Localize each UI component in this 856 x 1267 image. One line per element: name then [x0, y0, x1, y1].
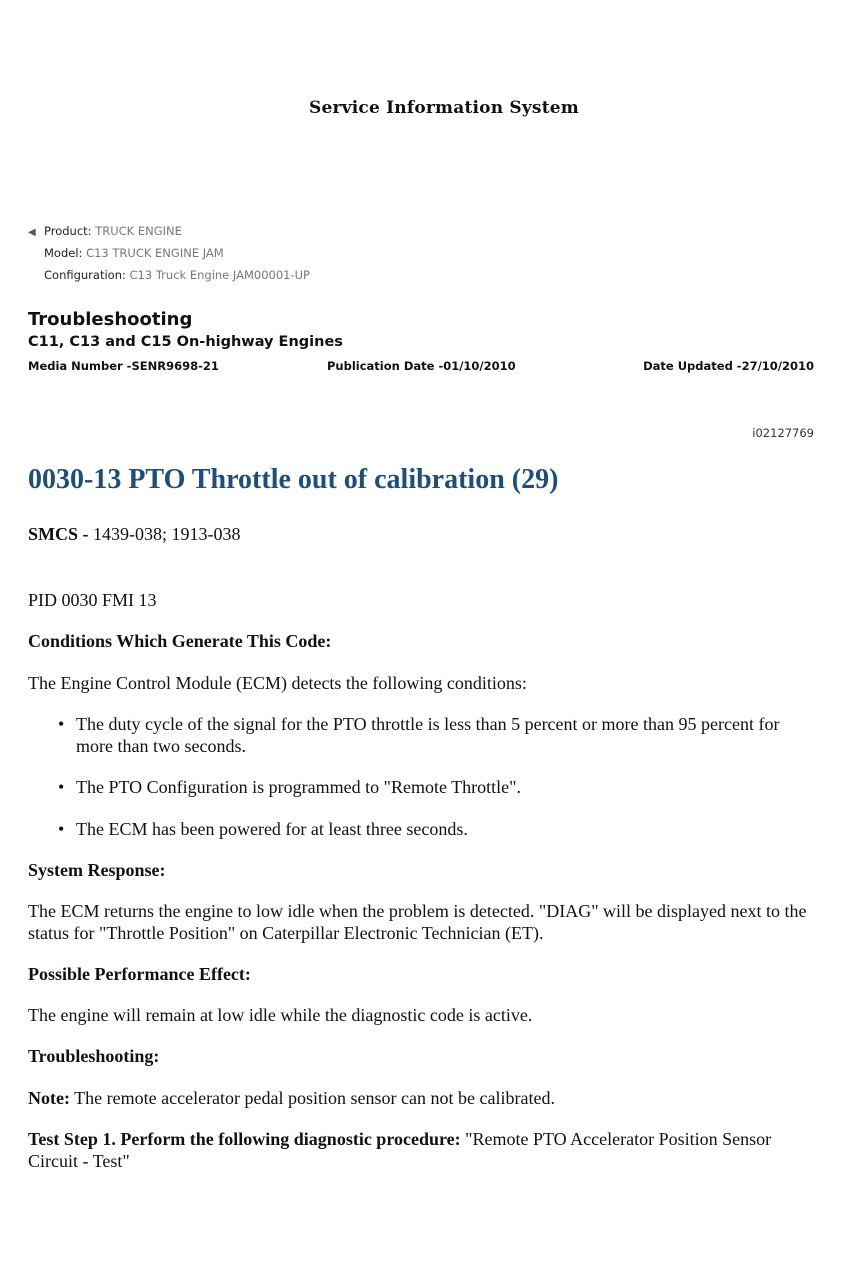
date-updated: Date Updated -27/10/2010 [643, 359, 814, 373]
site-title: Service Information System [309, 98, 579, 118]
model-row [44, 246, 224, 260]
config-label: Configuration: [44, 268, 126, 282]
smcs-label: SMCS - [28, 524, 89, 544]
test-step-1 [28, 1128, 818, 1172]
bullet-icon: • [58, 819, 65, 839]
note-line [28, 1087, 818, 1109]
pid-line: PID 0030 FMI 13 [28, 590, 157, 610]
troubleshooting-heading: Troubleshooting: [28, 1046, 160, 1066]
response-heading: System Response: [28, 860, 166, 880]
back-arrow-icon[interactable]: ◀ [28, 227, 36, 238]
conditions-intro: The Engine Control Module (ECM) detects the following conditions: [28, 673, 527, 693]
config-row [44, 268, 310, 282]
bullet-icon: • [58, 777, 65, 797]
step1-text[interactable]: "Remote PTO Accelerator Position Sensor Circuit - Test" [28, 1129, 772, 1171]
effect-heading: Possible Performance Effect: [28, 964, 251, 984]
effect-text: The engine will remain at low idle while the diagnostic code is active. [28, 1005, 533, 1025]
document-id: i02127769 [752, 426, 814, 440]
product-value: TRUCK ENGINE [95, 224, 182, 238]
product-row[interactable] [28, 224, 182, 238]
document-title: 0030-13 PTO Throttle out of calibration (29) [28, 464, 559, 495]
response-text: The ECM returns the engine to low idle when the problem is detected. "DIAG" will be displayed next to the status for "Throttle Position" on Caterpillar Electronic Technician (ET). [28, 901, 807, 943]
bullet-icon: • [58, 714, 65, 734]
step1-label: Test Step 1. Perform the following diagnostic procedure: [28, 1129, 461, 1149]
conditions-heading: Conditions Which Generate This Code: [28, 631, 332, 651]
note-text: The remote accelerator pedal position sensor can not be calibrated. [69, 1088, 555, 1108]
list-item: • The ECM has been powered for at least three seconds. [58, 819, 468, 839]
model-label: Model: [44, 246, 83, 260]
engines-title: C11, C13 and C15 On-highway Engines [28, 334, 343, 350]
section-title: Troubleshooting [28, 309, 193, 330]
product-label: Product: [44, 224, 92, 238]
smcs-value: 1439-038; 1913-038 [88, 524, 241, 544]
list-item: • The duty cycle of the signal for the PTO throttle is less than 5 percent or more than 95 percent for more than two seconds. [58, 714, 780, 756]
note-label: Note: [28, 1088, 70, 1108]
config-value: C13 Truck Engine JAM00001-UP [129, 268, 310, 282]
smcs-line [28, 523, 818, 545]
publication-date: Publication Date -01/10/2010 [327, 359, 516, 373]
model-value: C13 TRUCK ENGINE JAM [86, 246, 224, 260]
media-number: Media Number -SENR9698-21 [28, 359, 219, 373]
list-item: • The PTO Configuration is programmed to "Remote Throttle". [58, 777, 521, 797]
